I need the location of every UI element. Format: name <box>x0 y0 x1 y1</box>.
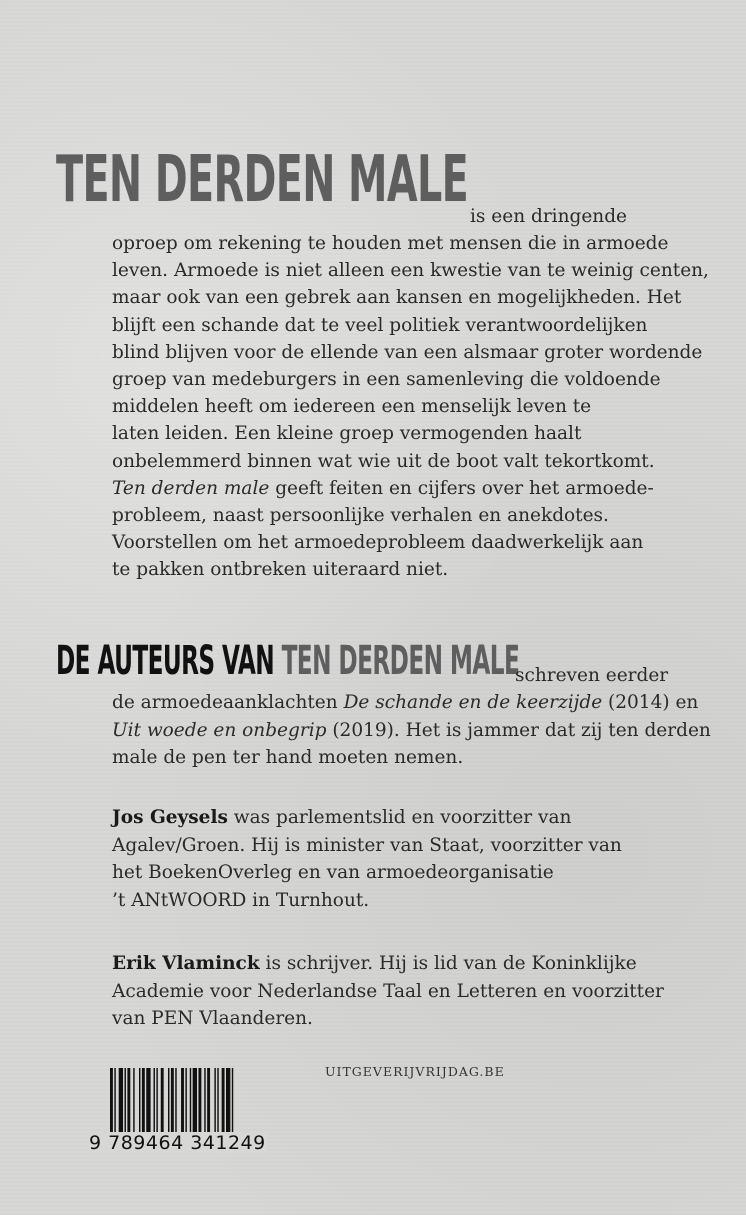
authors-line <box>112 717 732 745</box>
intro-line: te pakken ontbreken uiteraard niet. <box>112 559 449 581</box>
bio-text: is schrijver. Hij is lid van de Koninklijke <box>259 953 637 974</box>
book-title-italic: De schande en de keerzijde <box>343 692 603 713</box>
authors-line-text: (2019). Het is jammer dat zij ten derden <box>326 719 711 741</box>
book-title-italic: Uit woede en onbegrip <box>112 719 327 741</box>
isbn-text: 9 789464 341249 <box>89 1132 266 1154</box>
bio-line: ’t ANtWOORD in Turnhout. <box>112 889 370 911</box>
intro-line: oproep om rekening te houden met mensen die in armoede <box>112 233 669 254</box>
author-name: Erik Vlaminck <box>112 953 260 974</box>
bio-line: van PEN Vlaanderen. <box>112 1008 313 1030</box>
book-title-italic: Ten derden male <box>112 477 270 499</box>
bio-line <box>112 804 622 832</box>
intro-line: middelen heeft om iedereen een menselijk leven te <box>112 396 592 418</box>
intro-line <box>112 475 722 502</box>
intro-lead-text: is een dringende <box>470 206 627 227</box>
intro-line: Voorstellen om het armoedeprobleem daadwerkelijk aan <box>112 532 644 554</box>
title-headline: TEN DERDEN MALE <box>56 143 469 217</box>
bio-line: Academie voor Nederlandse Taal en Letteren en voorzitter <box>112 980 664 1002</box>
bio-line: Agalev/Groen. Hij is minister van Staat, voorzitter van <box>112 834 622 856</box>
authors-paragraph <box>112 689 732 772</box>
isbn-barcode <box>88 1060 308 1170</box>
authors-line-text: de armoedeaanklachten <box>112 692 344 713</box>
author-bio-geysels <box>112 804 622 914</box>
bio-line: het BoekenOverleg en van armoedeorganisatie <box>112 862 554 884</box>
authors-headline <box>56 636 519 686</box>
bio-text: was parlementslid en voorzitter van <box>227 807 572 828</box>
authors-line-text: (2014) en <box>602 692 699 713</box>
authors-lead-text: schreven eerder <box>515 665 669 686</box>
intro-line: maar ook van een gebrek aan kansen en mogelijkheden. Het <box>112 287 682 309</box>
intro-line-rest: geeft feiten en cijfers over het armoede- <box>269 477 654 499</box>
intro-line: laten leiden. Een kleine groep vermogenden haalt <box>112 423 582 445</box>
bio-line <box>112 950 664 978</box>
intro-paragraph <box>112 230 722 584</box>
publisher-website[interactable]: UITGEVERIJVRIJDAG.BE <box>325 1064 505 1079</box>
authors-headline-dark: DE AUTEURS VAN <box>56 638 275 684</box>
intro-line: probleem, naast persoonlijke verhalen en anekdotes. <box>112 505 609 527</box>
authors-line <box>112 689 732 717</box>
isbn-number <box>88 1132 267 1154</box>
intro-line: onbelemmerd binnen wat wie uit de boot valt tekortkomt. <box>112 450 655 472</box>
intro-line: groep van medeburgers in een samenleving die voldoende <box>112 369 661 391</box>
intro-line: blijft een schande dat te veel politiek verantwoordelijken <box>112 314 648 336</box>
intro-line: blind blijven voor de ellende van een alsmaar groter wordende <box>112 341 703 363</box>
authors-line: male de pen ter hand moeten nemen. <box>112 747 464 769</box>
authors-headline-grey: TEN DERDEN MALE <box>281 638 520 684</box>
author-bio-vlaminck <box>112 950 664 1033</box>
intro-line: leven. Armoede is niet alleen een kwestie van te weinig centen, <box>112 260 709 282</box>
author-name: Jos Geysels <box>112 807 228 828</box>
